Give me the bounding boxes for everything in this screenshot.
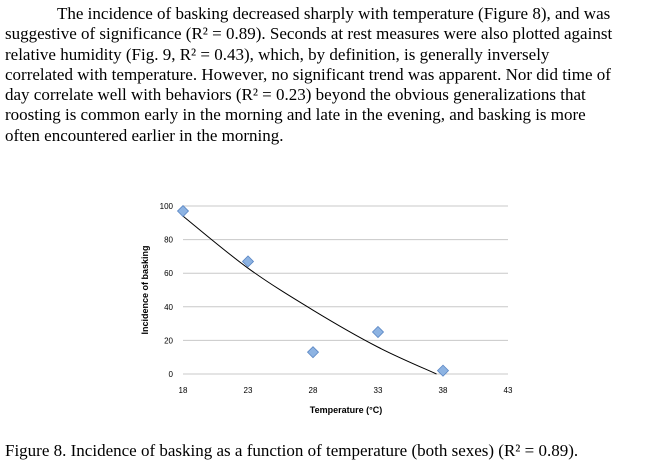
figure-caption: Figure 8. Incidence of basking as a function of temperature (both sexes) (R² = 0.89). xyxy=(5,441,579,460)
chart-grid xyxy=(183,206,508,374)
data-point-marker xyxy=(178,206,189,217)
y-tick-label: 40 xyxy=(164,302,173,312)
paragraph-line: roosting is common early in the morning and late in the evening, and basking is more xyxy=(5,105,586,125)
paragraph-line: often encountered earlier in the morning. xyxy=(5,125,284,145)
data-point-marker xyxy=(373,327,384,338)
y-tick-label: 20 xyxy=(164,336,173,346)
y-tick-label: 80 xyxy=(164,235,173,245)
data-point-marker xyxy=(308,347,319,358)
paragraph-line: suggestive of significance (R² = 0.89). Seconds at rest measures were also plotted against xyxy=(5,24,613,44)
x-tick-label: 38 xyxy=(438,386,448,395)
x-tick-label: 43 xyxy=(503,386,513,395)
paragraph-line: correlated with temperature. However, no significant trend was apparent. Nor did time of xyxy=(5,64,611,84)
paragraph-line: The incidence of basking decreased sharply with temperature (Figure 8), and was xyxy=(57,4,611,23)
paragraph-line: relative humidity (Fig. 9, R² = 0.43), which, by definition, is generally inversely xyxy=(5,44,550,64)
y-tick-label: 100 xyxy=(159,202,173,211)
x-tick-label: 33 xyxy=(373,386,383,395)
y-tick-labels xyxy=(160,202,174,379)
x-tick-label: 18 xyxy=(178,386,188,395)
x-axis-title: Temperature (°C) xyxy=(309,405,383,415)
data-points xyxy=(178,206,449,377)
x-tick-labels xyxy=(179,386,513,395)
x-tick-label: 28 xyxy=(308,386,318,395)
y-axis-title: Incidence of basking xyxy=(140,245,150,335)
x-tick-label: 23 xyxy=(243,386,253,395)
paragraph-line: day correlate well with behaviors (R² = 0.23) beyond the obvious generalizations that xyxy=(5,85,586,105)
y-tick-label: 60 xyxy=(164,269,173,279)
y-tick-label: 0 xyxy=(168,370,173,379)
